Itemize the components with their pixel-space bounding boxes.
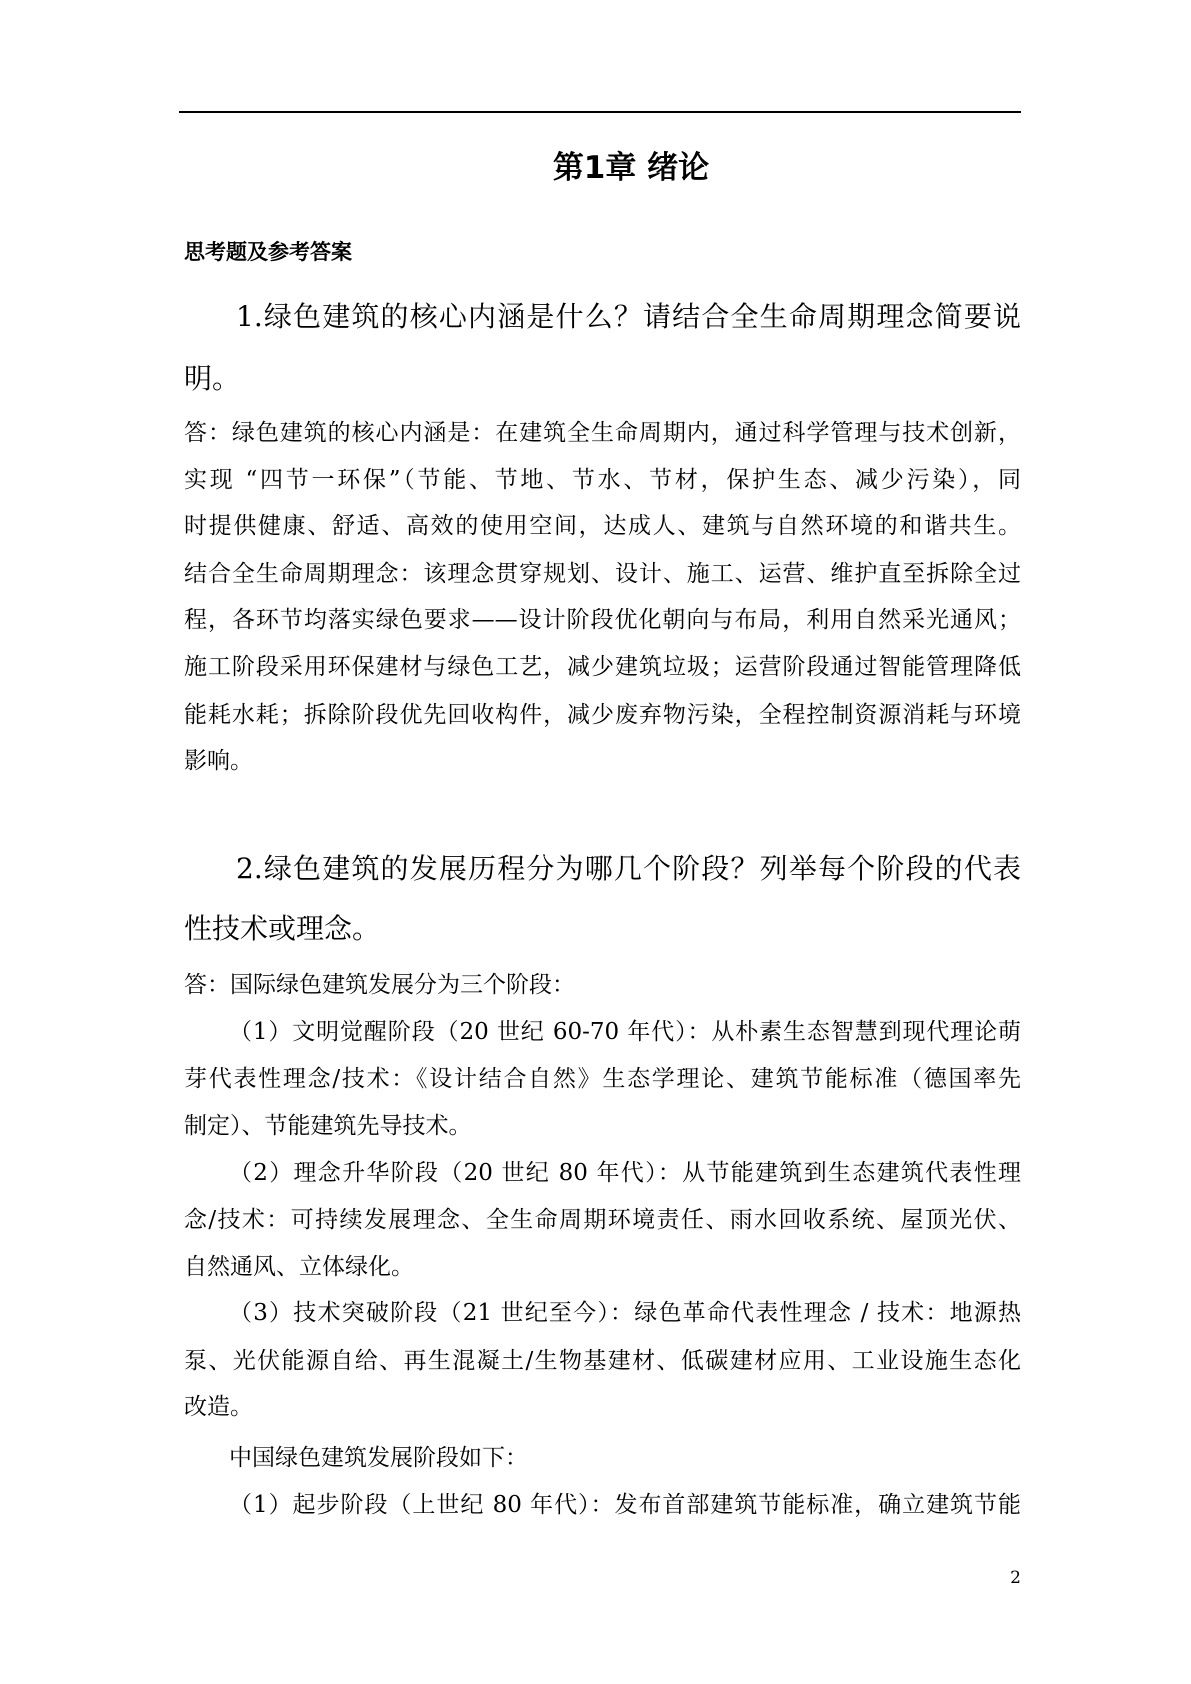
answer-line: 实现 “四节一环保”（节能、节地、节水、节材，保护生态、减少污染），同	[184, 467, 1021, 493]
answer-line: （1）起步阶段（上世纪 80 年代）：发布首部建筑节能标准，确立建筑节能	[229, 1492, 1021, 1518]
answer-line: 结合全生命周期理念：该理念贯穿规划、设计、施工、运营、维护直至拆除全过	[184, 561, 1021, 587]
answer-line: 答：绿色建筑的核心内涵是：在建筑全生命周期内，通过科学管理与技术创新，	[184, 420, 1021, 446]
answer-line: （3）技术突破阶段（21 世纪至今）：绿色革命代表性理念 / 技术：地源热	[229, 1300, 1021, 1326]
answer-line: 改造。	[184, 1394, 253, 1420]
answer-line: 施工阶段采用环保建材与绿色工艺，减少建筑垃圾；运营阶段通过智能管理降低	[184, 654, 1021, 680]
answer-line: 念/技术：可持续发展理念、全生命周期环境责任、雨水回收系统、屋顶光伏、	[184, 1207, 1021, 1233]
answer-line: 泵、光伏能源自给、再生混凝土/生物基建材、低碳建材应用、工业设施生态化	[184, 1348, 1021, 1374]
answer-line: 能耗水耗；拆除阶段优先回收构件，减少废弃物污染，全程控制资源消耗与环境	[184, 702, 1021, 728]
answer-line: 答：国际绿色建筑发展分为三个阶段：	[184, 972, 575, 998]
answer-line: 中国绿色建筑发展阶段如下：	[229, 1445, 528, 1471]
answer-line: 时提供健康、舒适、高效的使用空间，达成人、建筑与自然环境的和谐共生。	[184, 513, 1021, 539]
chapter-title: 第1章 绪论	[552, 150, 710, 186]
question-line: 1.绿色建筑的核心内涵是什么？请结合全生命周期理念简要说	[236, 300, 1021, 333]
question-line: 明。	[184, 362, 241, 395]
question-line: 2.绿色建筑的发展历程分为哪几个阶段？列举每个阶段的代表	[236, 852, 1021, 885]
answer-line: （2）理念升华阶段（20 世纪 80 年代）：从节能建筑到生态建筑代表性理	[229, 1160, 1021, 1186]
question-line: 性技术或理念。	[184, 912, 381, 945]
section-heading: 思考题及参考答案	[184, 240, 352, 264]
answer-line: 制定）、节能建筑先导技术。	[184, 1113, 472, 1139]
page-number: 2	[1010, 1568, 1021, 1588]
header-rule	[179, 111, 1021, 113]
answer-line: 自然通风、立体绿化。	[184, 1254, 414, 1280]
answer-line: （1）文明觉醒阶段（20 世纪 60-70 年代）：从朴素生态智慧到现代理论萌	[229, 1019, 1021, 1045]
answer-line: 程，各环节均落实绿色要求——设计阶段优化朝向与布局，利用自然采光通风；	[184, 607, 1021, 633]
answer-line: 芽代表性理念/技术：《设计结合自然》生态学理论、建筑节能标准（德国率先	[184, 1066, 1021, 1092]
answer-line: 影响。	[184, 748, 253, 774]
